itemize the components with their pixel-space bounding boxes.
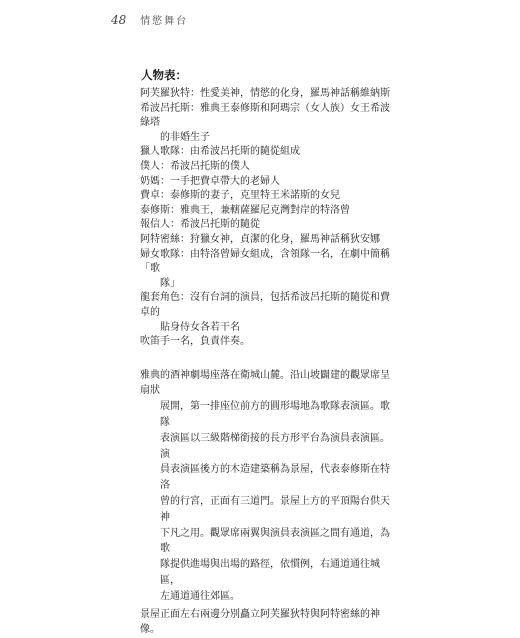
entry-continuation: 隊」 — [160, 277, 180, 289]
cast-entry-aphrodite — [140, 87, 390, 102]
cast-entry-theseus — [140, 204, 390, 219]
paragraph-line: 表演區以三級階梯銜接的長方形平台為演員表演區。演 — [160, 432, 390, 460]
statues-paragraph — [140, 607, 390, 638]
page-header — [111, 12, 188, 27]
paragraph-line: 員表演區後方的木造建築稱為景屋，代表泰修斯在特洛 — [160, 464, 390, 492]
paragraph-line: 展開，第一排座位前方的圓形場地為歌隊表演區。歌隊 — [160, 401, 390, 429]
paragraph-first-line: 景屋正面左右兩邊分別矗立阿芙羅狄特與阿特密絲的神像。 — [140, 608, 380, 636]
entry-text: 吹笛手一名，負責伴奏。 — [140, 336, 250, 348]
cast-entry-extras — [140, 291, 390, 335]
cast-heading: 人物表： — [141, 68, 187, 82]
entry-text: 費卓：泰修斯的妻子，克里特王米諾斯的女兒 — [140, 190, 340, 202]
cast-list — [140, 87, 390, 350]
cast-entry-flute-player — [140, 335, 390, 350]
cast-entry-hippolytus — [140, 102, 390, 146]
cast-entry-nurse — [140, 175, 390, 190]
entry-text: 獵人歌隊：由希波呂托斯的隨從組成 — [140, 146, 300, 158]
entry-text: 僕人：希波呂托斯的僕人 — [140, 160, 250, 172]
entry-text: 泰修斯：雅典王，兼轄薩羅尼克灣對岸的特洛曾 — [140, 204, 350, 216]
entry-continuation: 的非婚生子 — [160, 131, 210, 143]
cast-entry-messenger — [140, 218, 390, 233]
cast-entry-phaedra — [140, 189, 390, 204]
entry-text: 阿芙羅狄特：性愛美神，情慾的化身，羅馬神話稱維納斯 — [140, 88, 390, 99]
entry-text: 婦女歌隊：由特洛曾婦女組成，含領隊一名，在劇中簡稱「歌 — [140, 248, 390, 275]
stage-description-paragraph — [140, 368, 390, 605]
cast-entry-hunters-chorus — [140, 145, 390, 160]
entry-continuation: 貼身侍女各若干名 — [160, 321, 240, 333]
paragraph-line: 曾的行宮，正面有三道門。景屋上方的平頂陽台供天神 — [160, 496, 390, 523]
cast-entry-womens-chorus — [140, 248, 390, 292]
entry-text: 龍套角色：沒有台詞的演員，包括希波呂托斯的隨從和費卓的 — [140, 292, 390, 318]
entry-text: 阿特密絲：狩獵女神，貞潔的化身，羅馬神話稱狄安娜 — [140, 233, 380, 245]
page-number: 48 — [111, 13, 127, 27]
entry-text: 希波呂托斯：雅典王泰修斯和阿瑪宗（女人族）女王希波綠塔 — [140, 102, 390, 129]
paragraph-line: 左通道通往郊區。 — [160, 590, 240, 602]
cast-entry-servant — [140, 160, 390, 175]
paragraph-first-line: 雅典的酒神劇場座落在衛城山麓。沿山坡闢建的觀眾席呈扇狀 — [140, 369, 390, 397]
main-text — [140, 68, 390, 638]
entry-text: 奶媽：一手把費卓帶大的老婦人 — [140, 175, 280, 187]
paragraph-line: 隊提供進場與出場的路徑，依慣例，右通道通往城區， — [160, 559, 380, 587]
running-title: 情慾舞台 — [140, 16, 189, 27]
entry-text: 報信人：希波呂托斯的隨從 — [140, 219, 260, 231]
cast-entry-artemis — [140, 233, 390, 248]
paragraph-line: 下凡之用。觀眾席兩翼與演員表演區之間有通道，為歌 — [160, 527, 390, 555]
